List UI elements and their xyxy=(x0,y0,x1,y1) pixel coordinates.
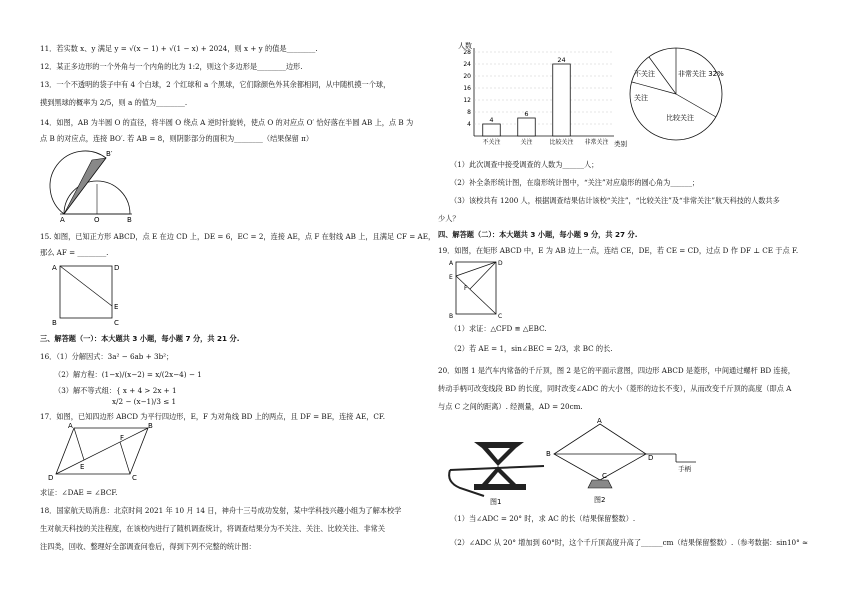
bar xyxy=(518,118,536,136)
question-16-3-line1: （3）解不等式组：{ x + 4 > 2x + 1 xyxy=(54,386,177,395)
handle-label: 手柄 xyxy=(678,465,691,473)
segment-ae xyxy=(74,428,84,460)
jack-base xyxy=(474,484,526,490)
question-16-3-line2: x/2 − (x−1)/3 ≤ 1 xyxy=(112,397,177,406)
section-4-heading: 四、解答题（二）：本大题共 3 小题，每小题 9 分，共 27 分. xyxy=(438,230,638,239)
label-a: A xyxy=(597,418,602,425)
pie-label-feichang: 非常关注 32% xyxy=(678,70,724,78)
question-17: 17．如图，已知四边形 ABCD 为平行四边形，E，F 为对角线 BD 上的两点，且 DF = BE，连接 AE，CF. xyxy=(40,412,386,421)
question-20-1: （1）当∠ADC = 20° 时，求 AC 的长（结果保留整数）. xyxy=(450,514,636,523)
label-e: E xyxy=(114,303,119,311)
question-18-1: （1）此次调查中接受调查的人数为______人； xyxy=(450,160,599,169)
rectangle-abcd xyxy=(456,262,496,314)
figure-14 xyxy=(40,146,140,224)
bar xyxy=(483,124,501,136)
label-a: A xyxy=(52,264,57,272)
question-18-line1: 18．国家航天局消息：北京时间 2021 年 10 月 14 日，神舟十三号成功发射，某中学科技兴趣小组为了解本校学 xyxy=(40,506,402,515)
square-abcd xyxy=(60,266,112,318)
question-19-1: （1）求证：△CFD ≌ △EBC. xyxy=(450,324,547,333)
label-d: D xyxy=(114,264,120,272)
y-tick-label: 24 xyxy=(463,61,471,68)
bar-chart-xlabel: 类别 xyxy=(614,140,627,148)
label-c: C xyxy=(602,472,607,480)
y-tick-label: 12 xyxy=(463,97,471,104)
figure-20-schematic xyxy=(536,418,716,506)
bar-value-label: 4 xyxy=(489,116,494,124)
jack-top-plate xyxy=(474,442,524,448)
x-tick-label: 不关注 xyxy=(482,139,501,146)
question-13-line2: 摸到黑球的概率为 2/5，则 a 的值为________. xyxy=(40,98,188,107)
diagonal-bd xyxy=(56,428,148,474)
question-18-2: （2）补全条形统计图，在扇形统计图中，“关注”对应扇形的圆心角为______； xyxy=(450,178,700,187)
pie-label-bu-guanzhu: 不关注 xyxy=(634,70,655,78)
label-d: D xyxy=(648,454,654,462)
question-17-prove: 求证：∠DAE = ∠BCF. xyxy=(40,488,118,497)
label-a: A xyxy=(449,260,454,267)
pie-divider-3 xyxy=(632,82,676,94)
label-b: B xyxy=(127,216,132,224)
x-tick-label: 非常关注 xyxy=(584,139,609,146)
section-3-heading: 三、解答题（一）：本大题共 3 小题，每小题 7 分，共 21 分. xyxy=(40,334,240,343)
segment-ce xyxy=(456,276,496,314)
question-20-line3: 与点 C 之间的距离）. 经测量，AD = 20cm. xyxy=(438,402,583,411)
label-b: B xyxy=(52,319,57,327)
y-tick-label: 4 xyxy=(467,121,471,128)
figure-1-caption: 图1 xyxy=(490,498,502,506)
base-block xyxy=(588,480,612,488)
segment-ab-prime xyxy=(64,158,106,214)
label-o: O xyxy=(94,216,100,224)
question-14-line1: 14．如图，AB 为半圆 O 的直径，将半圆 O 绕点 A 逆时针旋转，使点 O 的对应点 O′ 恰好落在半圆 AB 上，点 B 为 xyxy=(40,118,414,127)
label-d: D xyxy=(48,474,54,482)
x-tick-label: 关注 xyxy=(520,139,533,146)
rhombus-abcd xyxy=(554,424,646,480)
question-18-3-line2: 少人？ xyxy=(438,214,460,223)
label-b: B xyxy=(546,450,551,458)
y-tick-label: 28 xyxy=(463,49,471,56)
x-tick-label: 比较关注 xyxy=(549,139,574,146)
y-tick-label: 20 xyxy=(463,73,471,80)
question-20-line2: 转动手柄可改变线段 BD 的长度，同时改变∠ADC 的大小（菱形的边长不变），从而改变千斤顶的高度（即点 A xyxy=(438,384,792,393)
bar-chart-ylabel: 人数 xyxy=(458,42,472,50)
label-b: B xyxy=(148,422,153,430)
segment-ae xyxy=(60,266,112,306)
figure-15 xyxy=(48,258,128,328)
y-tick-label: 8 xyxy=(467,109,471,116)
label-c: C xyxy=(498,313,503,320)
label-e: E xyxy=(449,274,453,281)
bar-chart xyxy=(450,40,630,150)
label-b: B xyxy=(449,313,454,320)
jack-handle xyxy=(449,470,484,496)
segment-cf xyxy=(120,442,130,474)
question-18-line3: 注四类，回收、整理好全部调查问卷后，得到下列不完整的统计图： xyxy=(40,542,256,551)
question-20-2: （2）∠ADC 从 20° 增加到 60°时，这个千斤顶高度升高了______cm（结果保留整数）.（参考数据：sin10° ≈ xyxy=(450,538,809,547)
label-a: A xyxy=(60,216,65,224)
label-b-prime: B′ xyxy=(106,150,113,158)
label-e: E xyxy=(80,463,85,471)
pie-label-guanzhu: 关注 xyxy=(634,94,648,102)
question-16-2: （2）解方程：(1−x)/(x−2) = x/(2x−4) − 1 xyxy=(54,370,202,379)
question-18-3-line1: （3）该校共有 1200 人，根据调查结果估计该校“关注”，“比较关注”及“非常关注”航天科技的人数共多 xyxy=(450,196,780,205)
label-d: D xyxy=(498,260,503,267)
pie-chart xyxy=(622,40,730,148)
figure-19 xyxy=(446,256,506,320)
question-15-line1: 15. 如图，已知正方形 ABCD，点 E 在边 CD 上，DE = 6，EC = 2，连接 AE，点 F 在射线 AB 上，且满足 CF = AE， xyxy=(40,232,436,241)
question-15-line2: 那么 AF = ________. xyxy=(40,248,109,257)
label-a: A xyxy=(68,422,73,430)
pie-label-bijiao: 比较关注 xyxy=(666,114,694,122)
question-13-line1: 13．一个不透明的袋子中有 4 个白球，2 个红球和 a 个黑球，它们除颜色外其余都相同，从中随机摸一个球， xyxy=(40,80,391,89)
label-f: F xyxy=(464,285,468,292)
question-18-line2: 生对航天科技的关注程度，在该校内进行了随机调查统计，将调查结果分为不关注、关注、比较关注、非常关 xyxy=(40,524,386,533)
question-14-line2: 点 B 的对应点，连接 BO′. 若 AB = 8，则阴影部分的面积为________（结果保留 π） xyxy=(40,134,314,143)
bar-value-label: 24 xyxy=(557,56,566,64)
y-tick-label: 16 xyxy=(463,85,471,92)
bar xyxy=(553,64,571,136)
jack-upper-arms xyxy=(482,448,516,466)
segment-df xyxy=(470,262,496,289)
segment-de xyxy=(456,262,496,276)
question-20-line1: 20．如图 1 是汽车内常备的千斤顶，图 2 是它的平面示意图，四边形 ABCD 是菱形，中间通过螺杆 BD 连接， xyxy=(438,366,795,375)
question-11: 11．若实数 x、y 满足 y = √(x − 1) + √(1 − x) + 2024，则 x + y 的值是________. xyxy=(40,44,318,53)
question-19: 19．如图，在矩形 ABCD 中，E 为 AB 边上一点，连结 CE，DE，若 CE = CD，过点 D 作 DF ⊥ CE 于点 F. xyxy=(438,246,799,255)
label-c: C xyxy=(114,319,119,327)
label-c: C xyxy=(132,474,137,482)
question-12: 12．某正多边形的一个外角与一个内角的比为 1:2，则这个多边形是________边形. xyxy=(40,62,303,71)
question-19-2: （2）若 AE = 1，sin∠BEC = 2/3，求 BC 的长. xyxy=(450,344,613,353)
question-16-1: 16．（1）分解因式：3a² − 6ab + 3b²； xyxy=(40,352,174,361)
bar-value-label: 6 xyxy=(524,110,529,118)
figure-17 xyxy=(44,422,164,482)
figure-2-caption: 图2 xyxy=(594,496,606,504)
label-f: F xyxy=(120,434,125,442)
